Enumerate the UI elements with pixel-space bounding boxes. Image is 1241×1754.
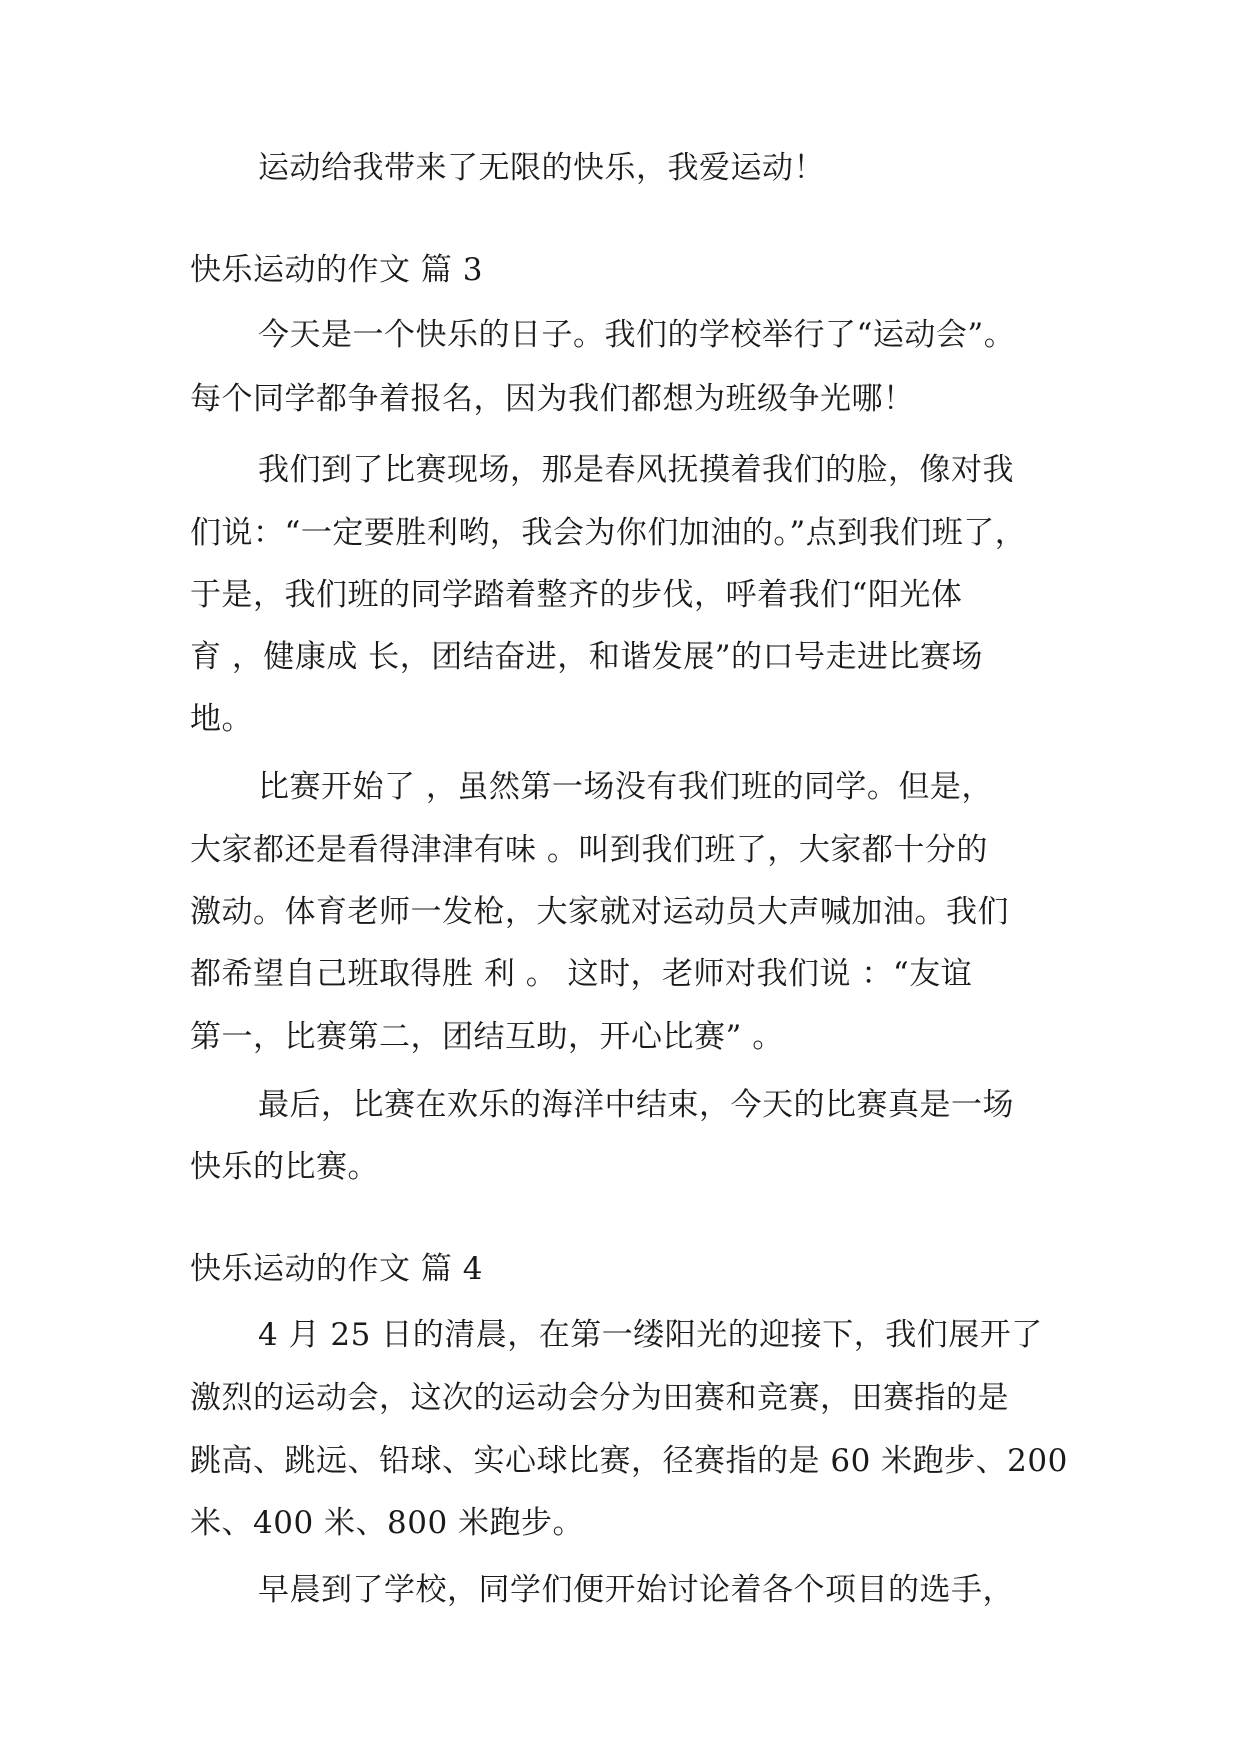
section-3-line: 大家都还是看得津津有味 。叫到我们班了，大家都十分的	[190, 832, 988, 868]
section-3-line: 育 ，健康成 长，团结奋进，和谐发展”的口号走进比赛场	[190, 639, 984, 675]
section-3-line: 激动。体育老师一发枪，大家就对运动员大声喊加油。我们	[190, 894, 1009, 930]
section-3-line: 第一，比赛第二，团结互助，开心比赛” 。	[190, 1019, 784, 1055]
closing-paragraph: 运动给我带来了无限的快乐，我爱运动！	[258, 150, 825, 186]
section-3-line: 都希望自己班取得胜 利 。 这时，老师对我们说 ：“友谊	[190, 956, 973, 992]
section-3-line: 每个同学都争着报名，因为我们都想为班级争光哪！	[190, 381, 915, 417]
section-3-title: 快乐运动的作文 篇 3	[190, 252, 483, 288]
section-3-line: 最后，比赛在欢乐的海洋中结束，今天的比赛真是一场	[258, 1087, 1014, 1123]
section-4-line: 跳高、跳远、铅球、实心球比赛，径赛指的是 60 米跑步、200	[190, 1443, 1068, 1479]
section-4-line: 4 月 25 日的清晨，在第一缕阳光的迎接下，我们展开了	[258, 1317, 1043, 1353]
section-4-title: 快乐运动的作文 篇 4	[190, 1251, 483, 1287]
section-3-line: 地。	[190, 701, 253, 737]
section-3-line: 快乐的比赛。	[190, 1149, 379, 1185]
section-3-line: 于是，我们班的同学踏着整齐的步伐，呼着我们“阳光体	[190, 577, 963, 613]
section-3-line: 比赛开始了 ，虽然第一场没有我们班的同学。但是，	[258, 769, 993, 805]
section-4-line: 早晨到了学校，同学们便开始讨论着各个项目的选手，	[258, 1572, 1014, 1608]
section-4-line: 米、400 米、800 米跑步。	[190, 1505, 585, 1541]
section-4-line: 激烈的运动会，这次的运动会分为田赛和竞赛，田赛指的是	[190, 1380, 1009, 1416]
section-3-line: 们说：“一定要胜利哟，我会为你们加油的。”点到我们班了，	[190, 515, 1027, 551]
section-3-line: 今天是一个快乐的日子。我们的学校举行了“运动会”。	[258, 317, 1016, 353]
section-3-line: 我们到了比赛现场，那是春风抚摸着我们的脸，像对我	[258, 452, 1014, 488]
